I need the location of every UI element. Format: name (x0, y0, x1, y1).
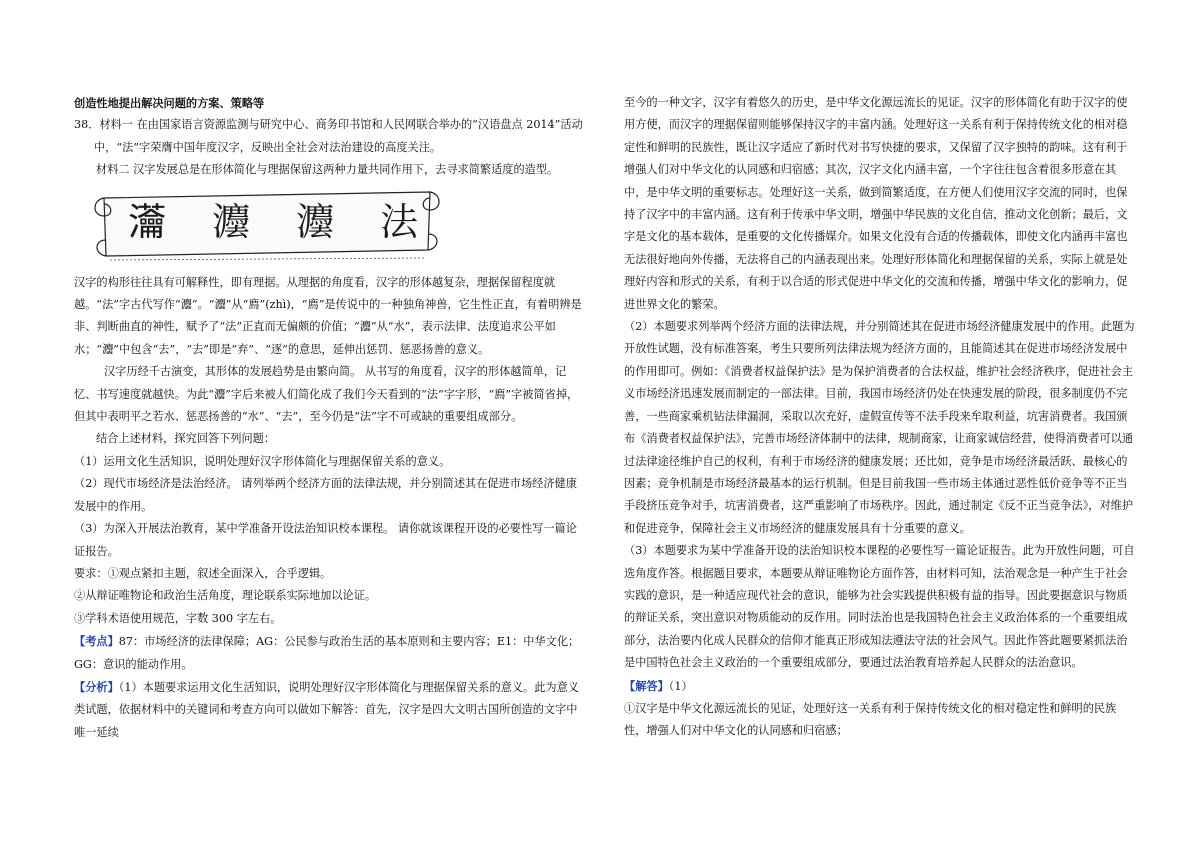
analysis-part-2: （2）本题要求列举两个经济方面的法律法规，并分别简述其在促进市场经济健康发展中的作用。此题为开放性试题，没有标准答案，考生只要所列法律法规为经济方面的，且能简述其在促进市场经济发展中的作用即可。例如：《消费者权益保护法》是为保护消费者的合法权益，维护社会经济秩序，促进社会主义市场经济迅速发展而制定的一部法律。目前，我国市场经济仍处在快速发展的阶段，很多制度仍不完善，一些商家乘机钻法律漏洞，采取以次充好，虚假宣传等不法手段来牟取利益，坑害消费者。我国颁布《消费者权益保护法》，完善市场经济体制中的法律，规制商家，让商家诚信经营，使得消费者可以通过法律途径维护自己的权利，有利于市场经济的健康发展；还比如，竞争是市场经济最活跃、最核心的因素；竞争机制是市场经济最基本的运行机制。但是目前我国一些市场主体通过恶性低价竞争等不正当手段挤压竞争对手，坑害消费者，这严重影响了市场秩序。因此，通过制定《反不正当竞争法》，对维护和促进竞争，保障社会主义市场经济的健康发展具有十分重要的意义。 (624, 320, 1135, 535)
fenxi-text: （1）本题要求运用文化生活知识，说明处理好汉字形体简化与理据保留关系的意义。此为意义类试题，依据材料中的关键词和考查方向可以做如下解答：首先，汉字是四大文明古国所创造的文字中唯一延续 (74, 680, 579, 739)
jieda-block (624, 675, 1138, 698)
jieda-number: （1） (668, 679, 693, 693)
question-38-material-1: 38．材料一 在由国家语言资源监测与研究中心、商务印书馆和人民网联合举办的“汉语盘点 2014”活动中，“法”字荣膺中国年度汉字，反映出全社会对法治建设的高度关注。 (74, 118, 583, 154)
requirement-1: 要求：①观点紧扣主题，叙述全面深入，合乎逻辑。 (74, 566, 332, 580)
fenxi-label: 【分析】 (74, 679, 119, 694)
analysis-part-1-continued: 至今的一种文字，汉字有着悠久的历史，是中华文化源远流长的见证。汉字的形体简化有助于汉字的使用方便，而汉字的理据保留则能够保持汉字的丰富内涵。处理好这一关系有利于保持传统文化的相对稳定性和鲜明的民族性，既让汉字适应了新时代对书写快捷的要求，又保留了汉字独特的韵味。这有利于增强人们对中华文化的认同感和归宿感；其次，汉字文化内涵丰富，一个字往往包含着很多形意在其中，是中华文明的重要标志。处理好这一关系，做到简繁适度，在方便人们使用汉字交流的同时，也保持了汉字中的丰富内涵。这有利于传承中华文明，增强中华民族的文化自信，推动文化创新；最后，文字是文化的基本载体，是重要的文化传播媒介。如果文化没有合适的传播载体，即使文化内涵再丰富也无法很好地向外传播，无法将自己的内涵表现出来。处理好形体简化和理据保留的关系，实际上就是处理好内容和形式的关系，有利于以合适的形式促进中华文化的交流和传播，增强中华文化的影响力，促进世界文化的繁荣。 (624, 96, 1128, 311)
question-1: （1）运用文化生活知识，说明处理好汉字形体简化与理据保留关系的意义。 (74, 454, 451, 468)
kaodian-text: 87：市场经济的法律保障；AG：公民参与政治生活的基本原则和主要内容；E1：中华文化；GG：意识的能动作用。 (74, 635, 580, 671)
requirement-3: ③学科术语使用规范，字数 300 字左右。 (74, 611, 282, 625)
answer-1: ①汉字是中华文化源远流长的见证，处理好这一关系有利于保持传统文化的相对稳定性和鲜明的民族性，增强人们对中华文化的认同感和归宿感； (624, 701, 1117, 738)
scroll-glyph-2: 灋 (212, 199, 251, 244)
question-2: （2）现代市场经济是法治经济。 请列举两个经济方面的法律法规，并分别简述其在促进市场经济健康发展中的作用。 (74, 477, 577, 513)
paragraph-simplify: 汉字历经千古演变，其形体的发展趋势是由繁向简。 从书写的角度看，汉字的形体越简单，记忆、书写速度就越快。为此“灋”字后来被人们简化成了我们今天看到的“法”字字形，“廌”字被简省掉，但其中表明平之若水、惩恶扬善的“水”、“去”，至今仍是“法”字不可或缺的重要组成部分。 (74, 365, 579, 424)
kaodian-block (74, 630, 588, 676)
scroll-glyph-1: 𤅢 (128, 199, 167, 244)
analysis-part-3: （3）本题要求为某中学准备开设的法治知识校本课程的必要性写一篇论证报告。此为开放性问题，可自选角度作答。根据题目要求，本题要从辩证唯物论方面作答，由材料可知，法治观念是一种产生于社会实践的意识，是一种适应现代社会的意识，能够为社会实践提供积极有益的指导。因此要据意识与物质的辩证关系，突出意识对物质能动的反作用。同时法治也是我国特色社会主义政治体系的一个重要组成部分，法治要内化成人民群众的信仰才能真正形成知法遵法守法的社会风气。因此作答此题要紧抓法治是中国特色社会主义政治的一个重要组成部分，要通过法治教育培养起人民群众的法治意识。 (624, 544, 1135, 670)
requirement-2: ②从辩证唯物论和政治生活角度，理论联系实际地加以论证。 (74, 589, 377, 603)
section-heading: 创造性地提出解决问题的方案、策略等 (74, 96, 265, 110)
calligraphy-scroll-image (90, 186, 442, 266)
scroll-glyph-4: 法 (380, 199, 419, 244)
instruction: 结合上述材料，探究回答下列问题： (96, 432, 276, 446)
paragraph-evolution: 汉字的构形往往具有可解释性，即有理据。从理据的角度看，汉字的形体越复杂，理据保留程度就越。“法”字古代写作“灋”。“灋”从“廌”(zhì)，“廌”是传说中的一种独角神兽，它生性正直，有着明辨是非、判断曲直的神性，赋予了“法”正直而无偏颇的价值；“灋”从“水”，表示法律、法度追求公平如水；“灋”中包含“去”，“去”即是“弃”、“逐”的意思，延伸出惩罚、惩恶扬善的意义。 (74, 275, 582, 356)
right-column (624, 92, 1138, 743)
fenxi-block (74, 676, 588, 744)
left-column (74, 92, 588, 744)
scroll-glyph-3: 灋 (296, 199, 335, 244)
material-2-intro: 材料二 汉字发展总是在形体简化与理据保留这两种力量共同作用下，去寻求简繁适度的造型。 (96, 163, 559, 177)
kaodian-label: 【考点】 (74, 634, 119, 649)
question-3: （3）为深入开展法治教育，某中学准备开设法治知识校本课程。 请你就该课程开设的必要性写一篇论证报告。 (74, 522, 577, 558)
jieda-label: 【解答】 (624, 678, 669, 693)
